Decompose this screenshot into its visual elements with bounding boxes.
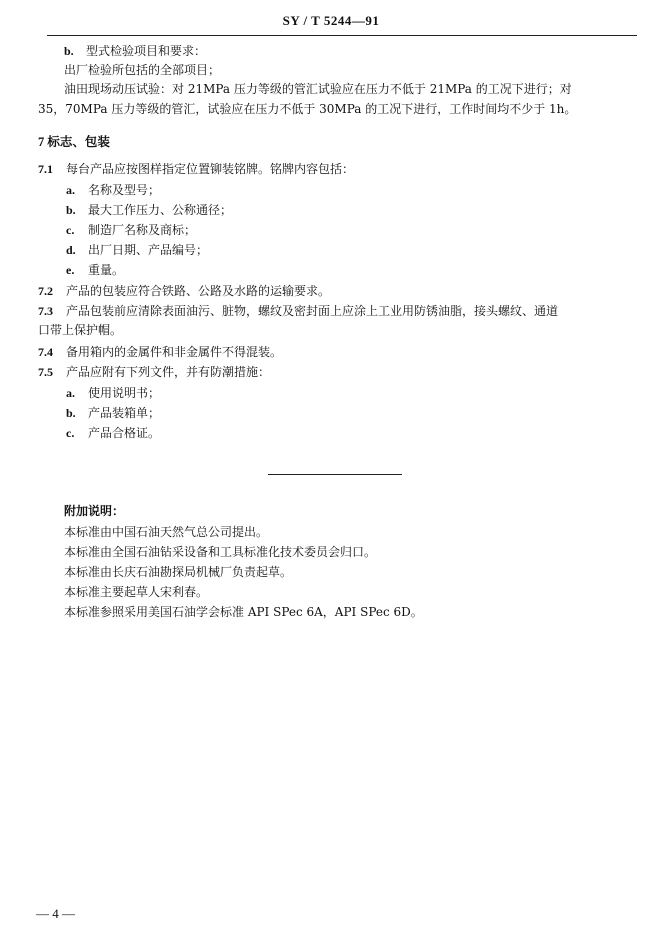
clause-7-5 xyxy=(38,364,270,380)
clause-7-3 xyxy=(38,303,558,319)
list-text: 使用说明书； xyxy=(88,386,161,400)
list-text: 最大工作压力、公称通径； xyxy=(88,203,233,217)
list-item xyxy=(66,262,124,278)
list-item xyxy=(66,182,160,198)
clause-text: 产品的包装应符合铁路、公路及水路的运输要求。 xyxy=(66,284,331,298)
clause-text: 产品包装前应清除表面油污、脏物，螺纹及密封面上应涂上工业用防锈油脂，接头螺纹、通道 xyxy=(66,304,559,318)
list-label: c. xyxy=(66,223,75,237)
list-label: b. xyxy=(64,44,74,58)
clause-7-2 xyxy=(38,283,330,299)
clause-continuation: 口带上保护帽。 xyxy=(38,323,123,337)
list-label: c. xyxy=(66,426,75,440)
note-line: 本标准由全国石油钻采设备和工具标准化技术委员会归口。 xyxy=(64,545,377,559)
list-label: d. xyxy=(66,243,76,257)
list-text: 制造厂名称及商标； xyxy=(88,223,197,237)
list-text: 出厂日期、产品编号； xyxy=(88,243,209,257)
page-number: — 4 — xyxy=(36,906,75,921)
note-line: 本标准由中国石油天然气总公司提出。 xyxy=(64,525,269,539)
clause-number: 7.2 xyxy=(38,284,53,298)
list-item xyxy=(66,405,160,421)
clause-number: 7.1 xyxy=(38,162,53,176)
section-heading: 7 标志、包装 xyxy=(38,135,110,149)
note-line: 本标准参照采用美国石油学会标准 API SPec 6A，API SPec 6D。 xyxy=(64,605,423,619)
list-text: 型式检验项目和要求： xyxy=(86,44,207,58)
list-text: 产品装箱单； xyxy=(88,406,161,420)
note-line: 本标准由长庆石油勘探局机械厂负责起草。 xyxy=(64,565,293,579)
paragraph-line: 油田现场动压试验：对 21MPa 压力等级的管汇试验应在压力不低于 21MPa 的工况下进行；对 xyxy=(64,82,572,96)
list-text: 产品合格证。 xyxy=(88,426,161,440)
list-item xyxy=(66,222,196,238)
list-text: 重量。 xyxy=(88,263,125,277)
list-label: a. xyxy=(66,386,75,400)
note-line: 本标准主要起草人宋利春。 xyxy=(64,585,209,599)
clause-text: 产品应附有下列文件，并有防潮措施： xyxy=(66,365,271,379)
section-divider xyxy=(268,474,402,475)
list-item xyxy=(66,425,160,441)
list-item xyxy=(66,385,160,401)
notes-title: 附加说明： xyxy=(64,504,125,518)
list-text: 名称及型号； xyxy=(88,183,161,197)
list-label: b. xyxy=(66,406,76,420)
paragraph-line: 出厂检验所包括的全部项目； xyxy=(64,63,221,77)
list-label: b. xyxy=(66,203,76,217)
clause-number: 7.4 xyxy=(38,345,53,359)
clause-number: 7.3 xyxy=(38,304,53,318)
clause-7-4 xyxy=(38,344,282,360)
header-rule xyxy=(47,35,637,36)
list-label: a. xyxy=(66,183,75,197)
clause-number: 7.5 xyxy=(38,365,53,379)
list-label: e. xyxy=(66,263,75,277)
standard-code-header: SY / T 5244—91 xyxy=(282,13,380,28)
clause-7-1 xyxy=(38,161,354,177)
list-item xyxy=(66,202,232,218)
clause-text: 每台产品应按图样指定位置铆装铭牌。铭牌内容包括： xyxy=(66,162,355,176)
list-item xyxy=(64,43,206,59)
clause-text: 备用箱内的金属件和非金属件不得混装。 xyxy=(66,345,283,359)
paragraph-line: 35，70MPa 压力等级的管汇，试验应在压力不低于 30MPa 的工况下进行，工作时间均不少于 1h。 xyxy=(38,102,577,116)
list-item xyxy=(66,242,208,258)
